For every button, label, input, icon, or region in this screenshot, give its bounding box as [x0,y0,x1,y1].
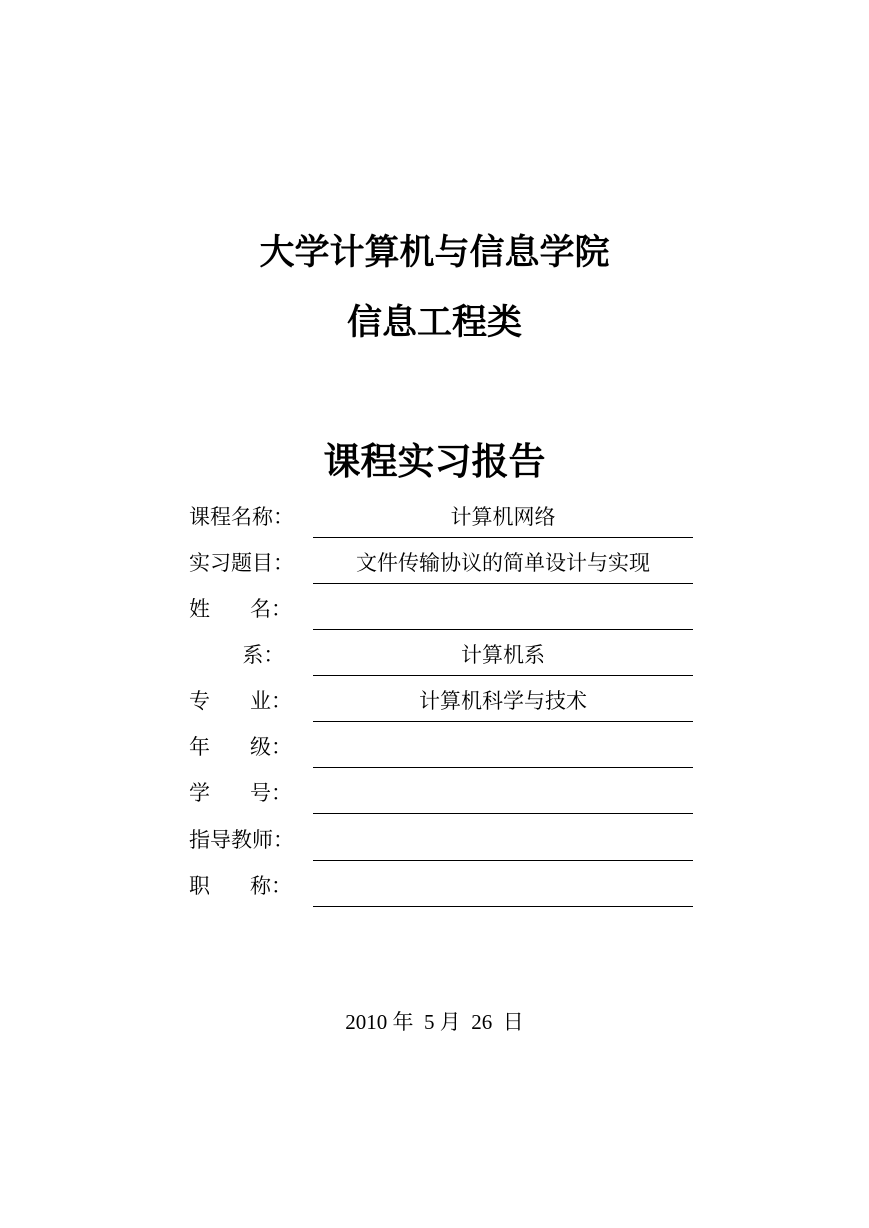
field-row-department [0,635,869,681]
field-label: 职 称： [189,874,293,898]
category-title: 信息工程类 [346,302,522,343]
field-value: 计算机系 [313,635,693,676]
field-value: 计算机网络 [313,497,693,538]
field-row-grade [0,727,869,773]
field-row-title [0,866,869,912]
field-label: 课程名称： [189,505,294,529]
field-row-advisor [0,820,869,866]
institution-title: 大学计算机与信息学院 [259,232,610,273]
report-date: 2010 年 5 月 26 日 [345,1010,524,1034]
field-label: 姓 名： [189,597,293,621]
field-label: 学 号： [189,781,293,805]
field-value [313,727,693,768]
field-row-topic [0,543,869,589]
field-row-major [0,681,869,727]
field-row-name [0,589,869,635]
field-label: 实习题目： [189,551,294,575]
field-row-course-name [0,497,869,543]
field-value: 文件传输协议的简单设计与实现 [313,543,693,584]
field-value [313,773,693,814]
field-label: 指导教师： [189,828,294,852]
field-label: 系： [189,643,285,667]
field-value [313,820,693,861]
field-value [313,589,693,630]
report-title: 课程实习报告 [323,439,546,483]
field-label: 专 业： [189,689,293,713]
field-value [313,866,693,907]
field-row-student-id [0,773,869,819]
field-value: 计算机科学与技术 [313,681,693,722]
field-label: 年 级： [189,735,293,759]
